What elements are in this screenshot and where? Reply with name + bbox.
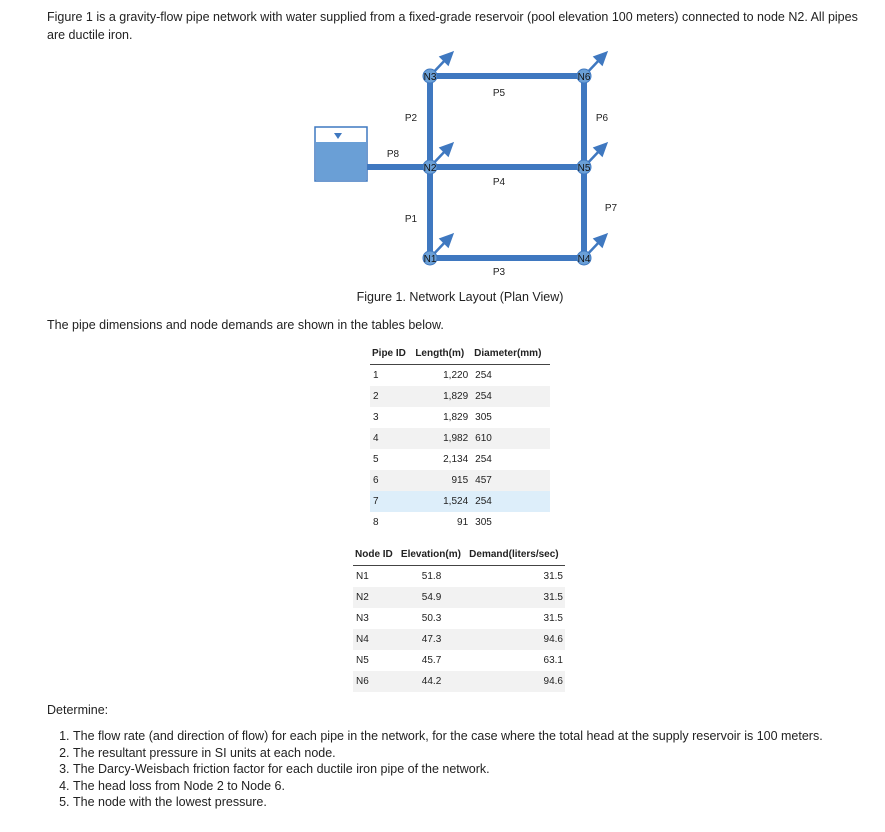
pipe-label-p8: P8: [386, 149, 400, 160]
node-elevation: 54.9: [399, 587, 467, 608]
pipe-length: 1,829: [413, 386, 472, 407]
list-item: 1. The flow rate (and direction of flow) for each pipe in the network, for the case where the total head at the supply reservoir is 100 meters.: [73, 728, 885, 745]
node-table-header: Elevation(m): [399, 545, 467, 566]
list-item: 3. The Darcy-Weisbach friction factor for each ductile iron pipe of the network.: [73, 761, 885, 778]
node-id: N5: [356, 655, 369, 666]
pipe-label-p7: P7: [604, 203, 618, 214]
table-row: [370, 512, 550, 533]
pipe-diameter: 254: [472, 491, 550, 512]
pipe-id: 5: [373, 454, 379, 465]
node-label-n2: N2: [423, 163, 437, 174]
table-row: [353, 650, 565, 671]
pipe-length: 91: [457, 517, 469, 528]
pipe-diameter: 254: [472, 386, 550, 407]
table-row: [353, 587, 565, 608]
pipe-label-p2: P2: [404, 113, 418, 124]
pipe-id: 4: [370, 428, 413, 449]
table-row: [353, 566, 565, 588]
table-row: [370, 407, 550, 428]
node-demand: 94.6: [467, 629, 565, 650]
pipe-diameter: 457: [472, 470, 550, 491]
table-row: [353, 671, 565, 692]
table-row: [370, 428, 550, 449]
intro-paragraph: Figure 1 is a gravity-flow pipe network with water supplied from a fixed-grade reservoir (pool elevation 100 meters) connected to node N2. All pipes are ductile iron.: [47, 10, 858, 42]
node-id: N2: [353, 587, 399, 608]
node-table-header: Node ID: [353, 545, 399, 566]
pipe-table-header: Pipe ID: [370, 344, 413, 365]
node-elevation: 50.3: [421, 613, 442, 624]
pipe-length: 1,220: [443, 370, 469, 381]
node-demand: 31.5: [467, 587, 565, 608]
pipe-table-header: Diameter(mm): [472, 344, 550, 365]
table-row: [370, 365, 550, 387]
figure-caption: Figure 1. Network Layout (Plan View): [356, 290, 564, 304]
node-table-header: Demand(liters/sec): [467, 545, 565, 566]
question-list: [46, 728, 885, 811]
pipe-diameter: 254: [475, 370, 492, 381]
pipe-label-p6: P6: [595, 113, 609, 124]
pipe-length: 915: [413, 470, 472, 491]
pipe-label-p1: P1: [404, 214, 418, 225]
node-table: [353, 545, 565, 692]
node-id: N3: [356, 613, 369, 624]
table-row: [370, 386, 550, 407]
node-demand: 31.5: [543, 613, 563, 624]
list-item: 4. The head loss from Node 2 to Node 6.: [73, 778, 885, 795]
pipe-diameter: 305: [475, 412, 492, 423]
table-row: [353, 608, 565, 629]
tables-intro: The pipe dimensions and node demands are shown in the tables below.: [47, 318, 444, 332]
pipe-diameter: 254: [475, 454, 492, 465]
node-id: N6: [353, 671, 399, 692]
node-label-n5: N5: [577, 163, 591, 174]
reservoir: [315, 127, 367, 181]
table-row: [353, 629, 565, 650]
pipe-id: 1: [373, 370, 379, 381]
pipe-label-p4: P4: [492, 177, 506, 188]
pipe-id: 6: [370, 470, 413, 491]
node-demand: 63.1: [543, 655, 563, 666]
node-demand: 31.5: [543, 571, 563, 582]
pipe-diameter: 305: [475, 517, 492, 528]
table-row: [370, 470, 550, 491]
pipe-length: 1,524: [413, 491, 472, 512]
pipe-table: [370, 344, 550, 533]
node-label-n4: N4: [577, 254, 591, 265]
list-item: 5. The node with the lowest pressure.: [73, 794, 885, 811]
node-elevation: 44.2: [399, 671, 467, 692]
pipe-label-p5: P5: [492, 88, 506, 99]
pipe-id: 2: [370, 386, 413, 407]
node-elevation: 47.3: [399, 629, 467, 650]
list-item: 2. The resultant pressure in SI units at each node.: [73, 745, 885, 762]
node-elevation: 51.8: [421, 571, 442, 582]
network-figure: [0, 0, 885, 300]
node-id: N4: [353, 629, 399, 650]
table-row: [370, 449, 550, 470]
pipe-length: 1,829: [443, 412, 469, 423]
table-row-selected: [370, 491, 550, 512]
pipe-length: 2,134: [443, 454, 469, 465]
node-label-n6: N6: [577, 72, 591, 83]
determine-label: Determine:: [47, 703, 109, 717]
pipe-length: 1,982: [413, 428, 472, 449]
node-id: N1: [356, 571, 369, 582]
pipe-id: 7: [370, 491, 413, 512]
pipe-id: 3: [373, 412, 379, 423]
node-label-n1: N1: [423, 254, 437, 265]
pipe-diameter: 610: [472, 428, 550, 449]
pipe-id: 8: [373, 517, 379, 528]
node-demand: 94.6: [467, 671, 565, 692]
pipe-table-header: Length(m): [413, 344, 472, 365]
node-label-n3: N3: [423, 72, 437, 83]
node-elevation: 45.7: [421, 655, 442, 666]
pipe-label-p3: P3: [492, 267, 506, 278]
